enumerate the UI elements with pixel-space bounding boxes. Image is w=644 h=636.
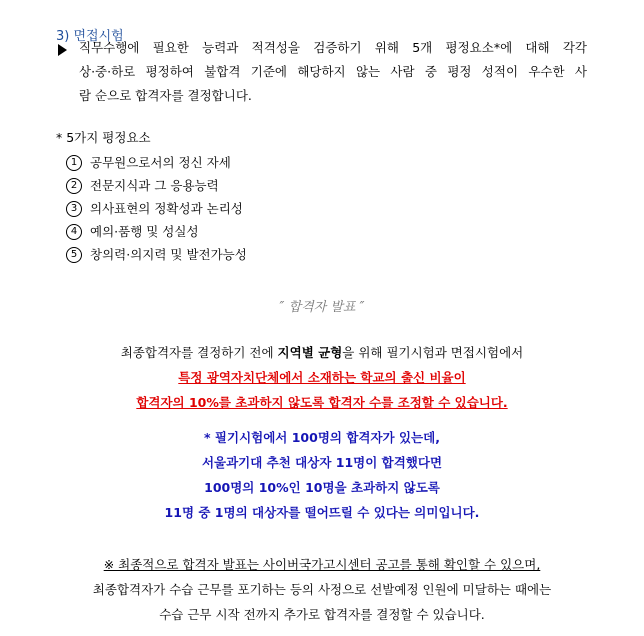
criteria-item <box>66 243 247 266</box>
criteria-item <box>66 174 247 197</box>
criteria-note: * 5가지 평정요소 <box>56 130 151 145</box>
final-notice <box>0 552 644 627</box>
red-emphasis-line: 특정 광역자치단체에서 소재하는 학교의 출신 비율이 <box>178 370 466 385</box>
circled-number: 1 <box>66 155 82 171</box>
criteria-text: 공무원으로서의 정신 자세 <box>90 155 231 170</box>
final-line: 최종합격자가 수습 근무를 포기하는 등의 사정으로 선발예정 인원에 미달하는 때에는 <box>92 582 552 597</box>
balance-text-post: 을 위해 필기시험과 면접시험에서 <box>342 345 524 360</box>
circled-number: 4 <box>66 224 82 240</box>
criteria-text: 전문지식과 그 응용능력 <box>90 178 219 193</box>
example-line: 11명 중 1명의 대상자를 떨어뜨릴 수 있다는 의미입니다. <box>164 505 480 520</box>
intro-paragraph <box>79 36 587 108</box>
regional-balance-emphasis: 지역별 균형 <box>277 345 343 360</box>
announcement-heading: ″ 합격자 발표 ″ <box>279 300 365 315</box>
intro-line: 람 순으로 합격자를 결정합니다. <box>79 88 252 103</box>
example-line: 서울과기대 추천 대상자 11명이 합격했다면 <box>201 455 443 470</box>
criteria-item <box>66 220 247 243</box>
intro-line: 직무수행에 필요한 능력과 적격성을 검증하기 위해 5개 평정요소*에 대해 각각 <box>79 40 587 55</box>
balance-text-pre: 최종합격자를 결정하기 전에 <box>120 345 278 360</box>
criteria-list <box>66 151 247 266</box>
intro-line: 상·중·하로 평정하여 불합격 기준에 해당하지 않는 사람 중 평정 성적이 우수한 사 <box>79 64 587 79</box>
red-emphasis-line: 합격자의 10%를 초과하지 않도록 합격자 수를 조정할 수 있습니다. <box>136 395 508 410</box>
criteria-item <box>66 151 247 174</box>
criteria-text: 의사표현의 정확성과 논리성 <box>90 201 243 216</box>
criteria-text: 예의·품행 및 성실성 <box>90 224 199 239</box>
triangle-bullet-icon <box>58 44 67 56</box>
balance-line <box>0 340 644 365</box>
example-block <box>0 425 644 525</box>
example-line: * 필기시험에서 100명의 합격자가 있는데, <box>204 430 440 445</box>
criteria-item <box>66 197 247 220</box>
section-title: 3) 면접시험 <box>56 29 124 44</box>
circled-number: 5 <box>66 247 82 263</box>
circled-number: 2 <box>66 178 82 194</box>
balance-paragraph <box>0 340 644 415</box>
circled-number: 3 <box>66 201 82 217</box>
final-line: 수습 근무 시작 전까지 추가로 합격자를 결정할 수 있습니다. <box>159 607 485 622</box>
final-line: ※ 최종적으로 합격자 발표는 사이버국가고시센터 공고를 통해 확인할 수 있으며, <box>103 557 541 572</box>
example-line: 100명의 10%인 10명을 초과하지 않도록 <box>204 480 440 495</box>
criteria-text: 창의력·의지력 및 발전가능성 <box>90 247 247 262</box>
